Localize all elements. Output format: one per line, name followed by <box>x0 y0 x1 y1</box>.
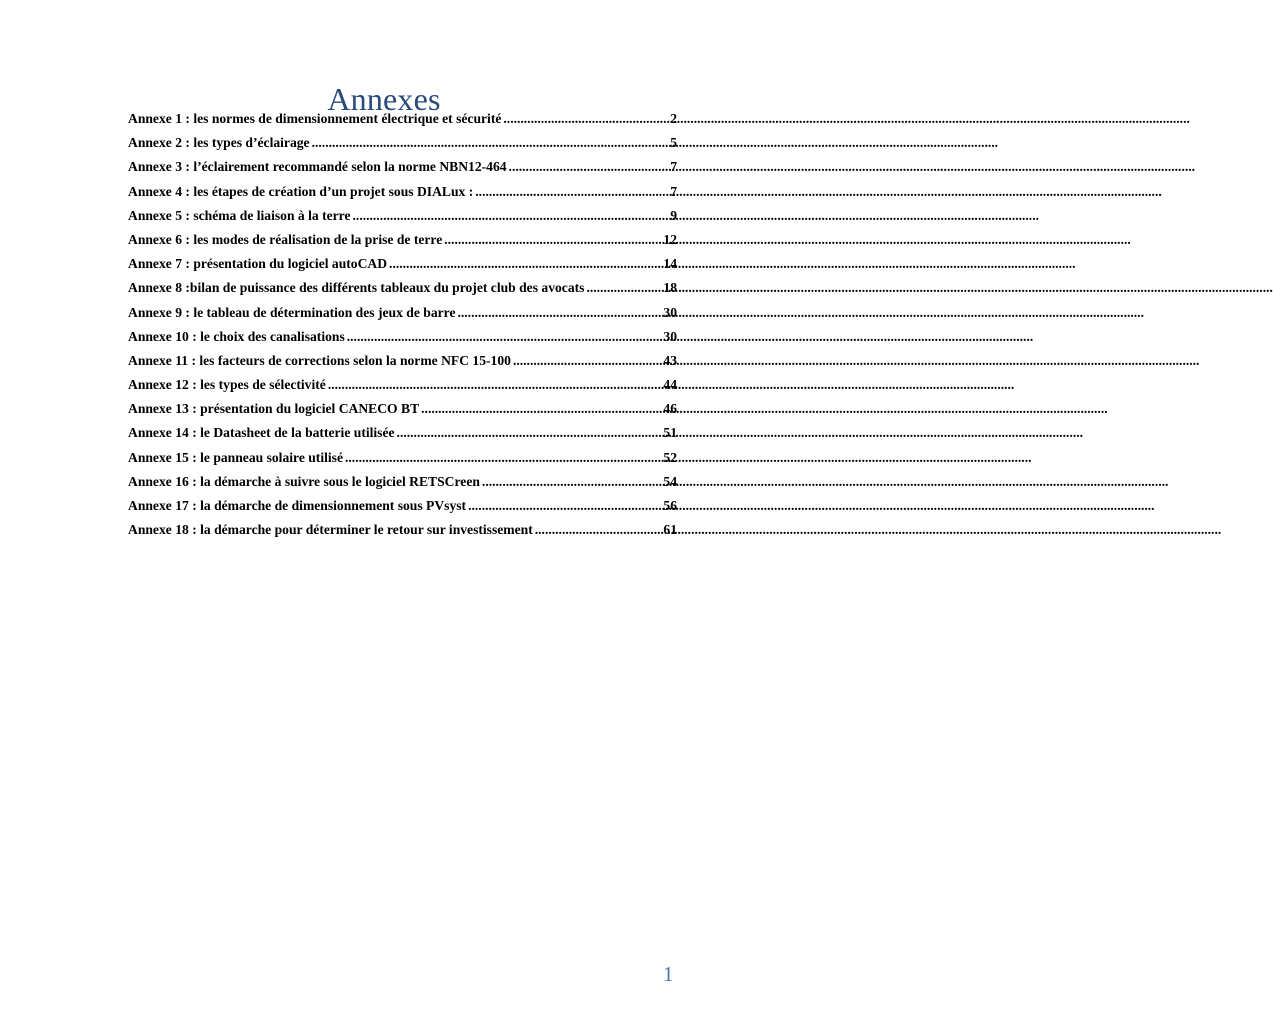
dot-leader <box>535 522 663 538</box>
toc-entry[interactable] <box>128 353 677 377</box>
toc-entry-label: Annexe 6 : les modes de réalisation de la prise de terre <box>128 231 443 247</box>
dot-leader <box>586 280 662 296</box>
dot-leader <box>312 135 670 151</box>
table-of-contents <box>128 111 677 546</box>
toc-entry-page-number: 5 <box>670 135 677 151</box>
toc-entry-page-number: 30 <box>663 304 677 320</box>
toc-entry-page-number: 52 <box>663 449 677 465</box>
toc-entry-label: Annexe 15 : le panneau solaire utilisé <box>128 449 343 465</box>
toc-entry-label: Annexe 14 : le Datasheet de la batterie utilisée <box>128 425 395 441</box>
toc-entry-label: Annexe 17 : la démarche de dimensionnement sous PVsyst <box>128 498 467 513</box>
toc-entry-page-number: 43 <box>663 352 677 368</box>
toc-entry-page-number: 51 <box>663 425 677 441</box>
dot-leader <box>482 474 662 490</box>
dot-leader <box>503 111 669 127</box>
dot-leader <box>347 329 663 345</box>
toc-entry-page-number: 56 <box>663 498 677 513</box>
toc-entry-page-number: 30 <box>663 328 677 344</box>
toc-entry-label: Annexe 1 : les normes de dimensionnement électrique et sécurité <box>128 111 502 126</box>
toc-entry[interactable] <box>128 208 677 232</box>
toc-entry-page-number: 7 <box>670 159 677 175</box>
toc-entry-label: Annexe 8 :bilan de puissance des différents tableaux du projet club des avocats <box>128 280 585 296</box>
toc-entry-page-number: 61 <box>663 522 677 538</box>
toc-entry-page-number: 46 <box>663 401 677 417</box>
dot-leader <box>457 305 662 321</box>
dot-leader <box>421 401 662 417</box>
dot-leader <box>513 353 662 369</box>
toc-entry-label: Annexe 5 : schéma de liaison à la terre <box>128 207 351 223</box>
toc-entry-page-number: 9 <box>670 207 677 223</box>
toc-entry[interactable] <box>128 256 677 280</box>
toc-entry[interactable] <box>128 498 677 522</box>
toc-entry[interactable] <box>128 135 677 159</box>
dot-leader <box>389 256 662 272</box>
toc-entry[interactable] <box>128 280 677 304</box>
toc-entry-label: Annexe 4 : les étapes de création d’un projet sous DIALux : <box>128 183 474 199</box>
toc-entry[interactable] <box>128 305 677 329</box>
toc-entry[interactable] <box>128 184 677 208</box>
toc-entry-label: Annexe 12 : les types de sélectivité <box>128 377 326 393</box>
toc-entry-page-number: 44 <box>663 377 677 393</box>
toc-entry-label: Annexe 2 : les types d’éclairage <box>128 135 310 151</box>
dot-leader <box>397 425 663 441</box>
toc-entry-label: Annexe 3 : l’éclairement recommandé selon la norme NBN12-464 <box>128 159 507 175</box>
toc-entry-label: Annexe 7 : présentation du logiciel autoCAD <box>128 256 388 272</box>
toc-entry[interactable] <box>128 232 677 256</box>
dot-leader <box>328 377 663 393</box>
dot-leader <box>353 208 670 224</box>
page-number: 1 <box>663 962 674 986</box>
toc-entry[interactable] <box>128 450 677 474</box>
toc-entry-label: Annexe 11 : les facteurs de corrections selon la norme NFC 15-100 <box>128 352 511 368</box>
toc-entry-page-number: 54 <box>663 473 677 489</box>
toc-entry[interactable] <box>128 329 677 353</box>
dot-leader <box>345 450 662 466</box>
toc-entry[interactable] <box>128 377 677 401</box>
toc-entry-page-number: 14 <box>663 256 677 272</box>
toc-entry-label: Annexe 18 : la démarche pour déterminer le retour sur investissement <box>128 522 533 538</box>
dot-leader <box>444 232 662 248</box>
page-title: Annexes <box>327 81 441 118</box>
toc-entry[interactable] <box>128 401 677 425</box>
dot-leader <box>468 498 662 514</box>
dot-leader <box>475 184 669 200</box>
toc-entry[interactable] <box>128 159 677 183</box>
toc-entry[interactable] <box>128 425 677 449</box>
toc-entry[interactable] <box>128 522 677 546</box>
toc-entry-page-number: 7 <box>670 183 677 199</box>
toc-entry-page-number: 12 <box>663 231 677 247</box>
toc-entry[interactable] <box>128 111 677 135</box>
toc-entry-label: Annexe 13 : présentation du logiciel CANECO BT <box>128 401 420 417</box>
dot-leader <box>509 159 670 175</box>
toc-entry-label: Annexe 16 : la démarche à suivre sous le logiciel RETSCreen <box>128 473 480 489</box>
toc-entry-label: Annexe 10 : le choix des canalisations <box>128 328 345 344</box>
toc-entry[interactable] <box>128 474 677 498</box>
toc-entry-page-number: 2 <box>670 111 677 126</box>
toc-entry-page-number: 18 <box>663 280 677 296</box>
toc-entry-label: Annexe 9 : le tableau de détermination des jeux de barre <box>128 304 456 320</box>
